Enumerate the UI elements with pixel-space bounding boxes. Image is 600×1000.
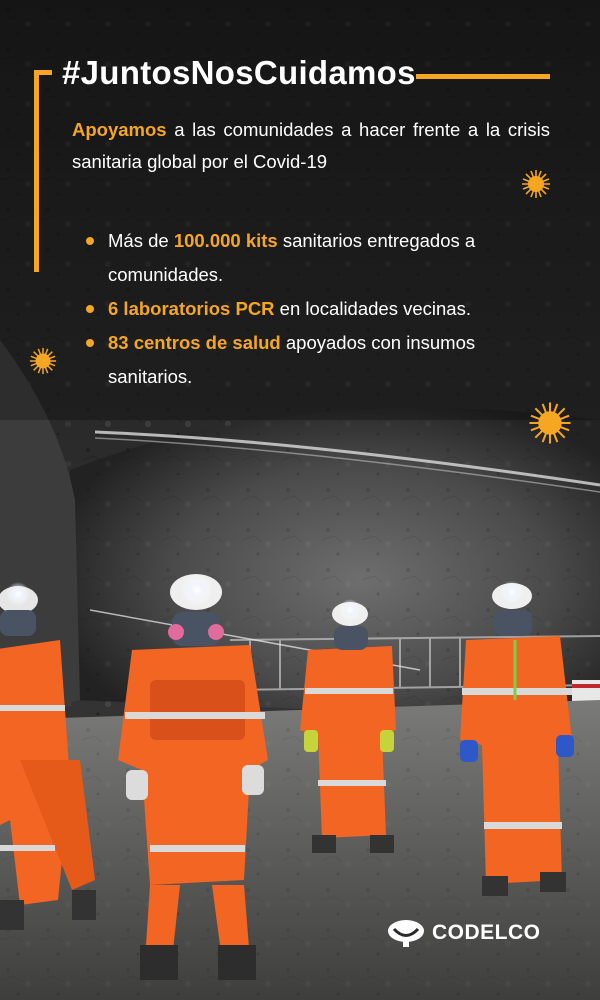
bullet-highlight: 83 centros de salud [108, 332, 281, 353]
bullet-suffix: sanitarios entregados a comunidades. [108, 230, 476, 285]
bullet-highlight: 6 laboratorios PCR [108, 298, 275, 319]
bullet-highlight: 100.000 kits [173, 230, 278, 251]
bullet-dot-icon [86, 237, 94, 245]
page-title: #JuntosNosCuidamos [62, 54, 416, 91]
accent-bracket-vertical [34, 70, 39, 272]
list-item [86, 292, 536, 326]
intro-paragraph [72, 114, 550, 178]
virus-icon [528, 401, 572, 445]
intro-text: a las comunidades a hacer frente a la crisis sanitaria global por el Covid-19 [72, 119, 550, 172]
list-item [86, 224, 536, 292]
facts-list [86, 224, 536, 394]
codelco-logo-icon [386, 918, 426, 948]
virus-icon [521, 169, 551, 199]
bullet-prefix: Más de [108, 230, 174, 251]
bullet-suffix: en localidades vecinas. [274, 298, 471, 319]
bullet-suffix: apoyados con insumos sanitarios. [108, 332, 476, 387]
virus-icon [29, 347, 57, 375]
bullet-dot-icon [86, 305, 94, 313]
title-accent-line [416, 74, 550, 79]
accent-bracket-horizontal [34, 70, 52, 75]
bullet-dot-icon [86, 339, 94, 347]
list-item [86, 326, 536, 394]
codelco-logo [386, 918, 541, 948]
intro-highlight: Apoyamos [72, 119, 167, 140]
brand-name: CODELCO [432, 921, 541, 944]
